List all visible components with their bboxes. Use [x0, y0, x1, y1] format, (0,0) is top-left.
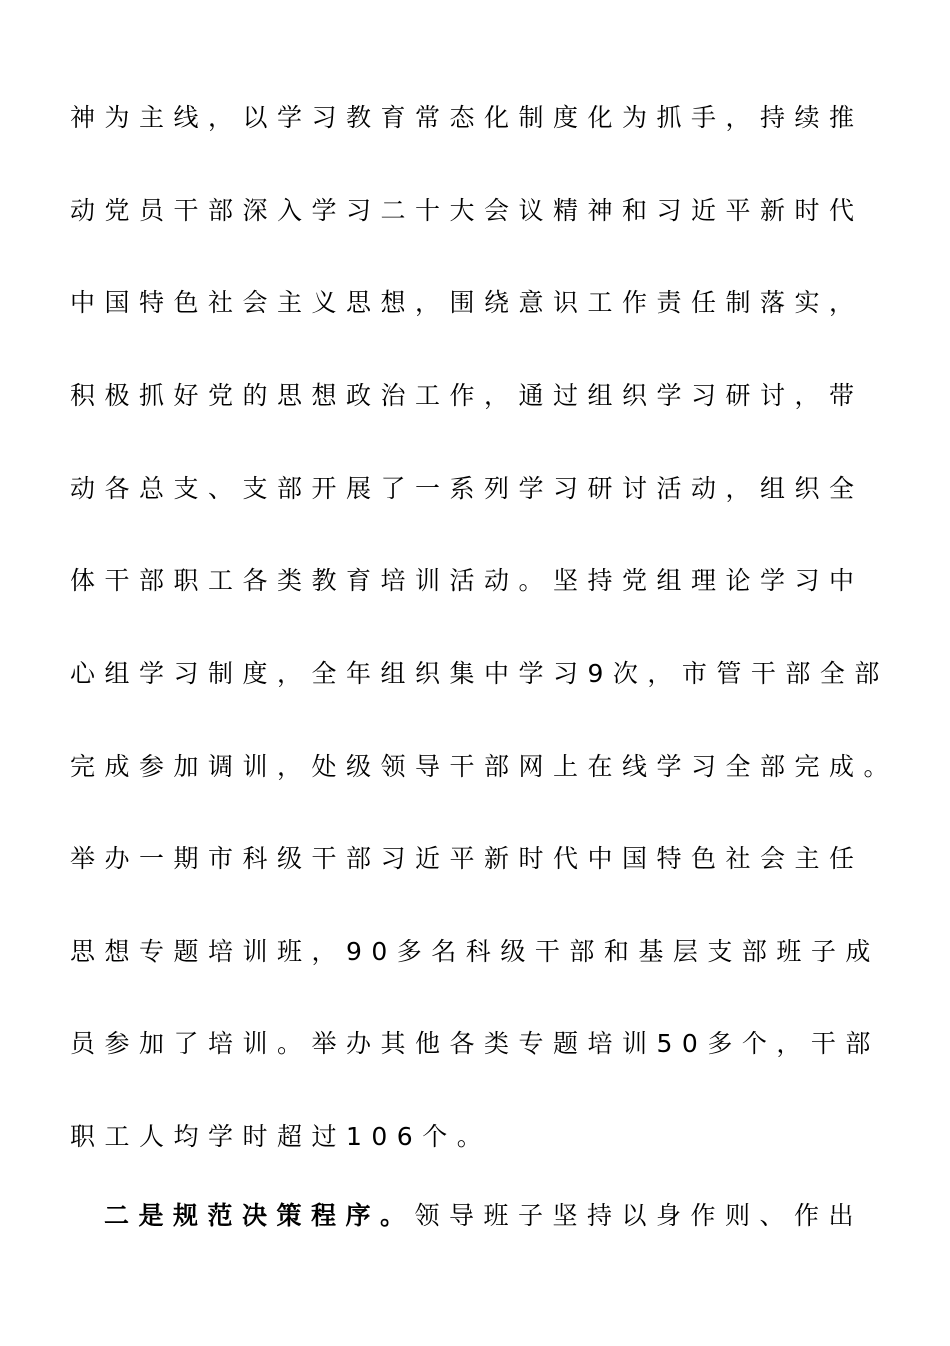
section-lead-text: 领导班子坚持以身作则、作出 — [414, 1201, 864, 1230]
paragraph-line: 中国特色社会主义思想，围绕意识工作责任制落实， — [70, 288, 864, 317]
paragraph-line: 体干部职工各类教育培训活动。坚持党组理论学习中 — [70, 566, 864, 595]
paragraph-line: 动各总支、支部开展了一系列学习研讨活动，组织全 — [70, 474, 864, 503]
paragraph-line: 完成参加调训，处级领导干部网上在线学习全部完成。 — [70, 752, 899, 781]
paragraph-line: 员参加了培训。举办其他各类专题培训50多个，干部 — [70, 1029, 880, 1058]
paragraph-line: 动党员干部深入学习二十大会议精神和习近平新时代 — [70, 196, 864, 225]
paragraph-line: 积极抓好党的思想政治工作，通过组织学习研讨，带 — [70, 381, 864, 410]
paragraph-line: 举办一期市科级干部习近平新时代中国特色社会主任 — [70, 844, 864, 873]
paragraph-line: 思想专题培训班，90多名科级干部和基层支部班子成 — [70, 937, 880, 966]
paragraph-line: 心组学习制度，全年组织集中学习9次，市管干部全部 — [70, 659, 889, 688]
paragraph-line: 职工人均学时超过106个。 — [70, 1122, 492, 1151]
section-lead-heading: 二是规范决策程序。 — [104, 1201, 415, 1230]
section-heading-line — [104, 1199, 874, 1233]
paragraph-line: 神为主线，以学习教育常态化制度化为抓手，持续推 — [70, 103, 864, 132]
